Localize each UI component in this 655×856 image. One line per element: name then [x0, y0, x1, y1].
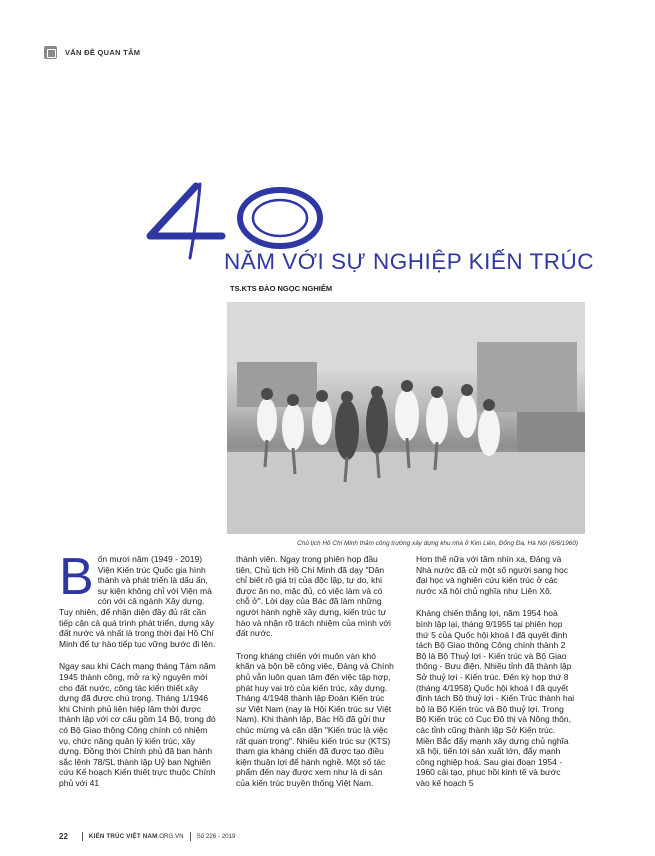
author-byline: TS.KTS ĐÀO NGỌC NGHIÊM: [230, 284, 333, 293]
section-header: [44, 46, 140, 59]
photo-crowd-illustration: [227, 302, 585, 534]
body-column-2: [236, 554, 396, 800]
footer-domain: .ORG.VN: [157, 833, 184, 840]
section-label: VẤN ĐỀ QUAN TÂM: [65, 48, 141, 57]
footer-divider: [190, 832, 191, 841]
magazine-icon: [44, 46, 57, 59]
historic-photo: [227, 302, 585, 534]
body-column-1: [59, 548, 219, 800]
paragraph: Trong kháng chiến với muôn vàn khó khăn và bộn bề công việc, Đảng và Chính phủ vẫn luôn quan tâm đến việc tập hợp, phát huy vai trò của kiến trúc, xây dựng. Tháng 4/1948 thành lập Đoàn Kiến trúc sư Việt Nam (nay là Hội Kiến trúc sư Việt Nam). Khi thành lập, Bác Hồ đã gửi thư chúc mừng và căn dặn "Kiến trúc là việc rất quan trọng". Nhiều kiến trúc sư (KTS) tham gia kháng chiến đã được tạo điều kiện thuận lợi để hành nghề. Một số tác phẩm đến nay được xem như là di sản của kiến trúc truyền thống Việt Nam.: [236, 650, 394, 788]
paragraph-text: ốn mươi năm (1949 - 2019) Viện Kiến trúc Quốc gia hình thành và phát triển là dấu ấn, sự kiện không chỉ với Viện mà còn với cả ngành Xây dựng. Tuy nhiên, để nhận diện đầy đủ rất cần tiếp cận cả quá trình phát triển, dựng xây đất nước và nhất là trong thời đại Hồ Chí Minh để tự hào tiếp tục vững bước đi lên.: [59, 554, 216, 649]
footer-brand: KIẾN TRÚC VIỆT NAM: [88, 833, 158, 840]
photo-caption: Chủ tịch Hồ Chí Minh thăm công trường xây dựng khu nhà ở Kim Liên, Đống Đa, Hà Nội (6/6/1960): [297, 540, 578, 547]
paragraph: Ngay sau khi Cách mạng tháng Tám năm 1945 thành công, mở ra kỷ nguyên mới cho đất nước, công tác kiến thiết xây dựng đã được chú trọng. Tháng 1/1946 khi Chính phủ liên hiệp lâm thời được thành lập với cơ cấu gồm 14 Bộ, trong đó có Bộ Giao thông Công chính có nhiệm vụ, chức năng quản lý kiến trúc, xây dựng. Đồng thời Chính phủ đã ban hành sắc lệnh 78/SL thành lập Uỷ ban Nghiên cứu Kế hoạch Kiến thiết trực thuộc Chính phủ với 41: [59, 661, 216, 788]
footer-issue: Số 226 - 2019: [196, 833, 236, 840]
footer-divider: [82, 832, 83, 841]
body-column-3: [416, 554, 576, 800]
paragraph: [59, 548, 219, 649]
paragraph: Kháng chiến thắng lợi, năm 1954 hoà bình lập lại, tháng 9/1955 tại phiên họp thứ 5 của Quốc hội khoá I đã quyết định tách Bộ Giao thông Công chính thành 2 Bộ là Bộ Thuỷ lợi - Kiến trúc và Bộ Giao thông - Bưu điện. Nhiều tỉnh đã thành lập Sở thuỷ lợi - Kiến trúc. Đến kỳ họp thứ 8 (tháng 4/1958) Quốc hội khoá I đã quyết định tách Bộ thuỷ lợi - Kiến Trúc thành hai bộ là Bộ Kiến trúc và Bộ thuỷ lợi. Trong Bộ Kiến trúc có Cục Đô thị và Nông thôn, các tỉnh cũng thành lập Sở Kiến trúc. Miền Bắc đẩy mạnh xây dựng chủ nghĩa xã hội, tiến tới sản xuất lớn, đẩy mạnh công nghiệp hoá. Sau giai đoạn 1954 - 1960 cải tạo, phục hồi kinh tế và bước vào kế hoạch 5: [416, 608, 575, 788]
page-footer: [59, 832, 236, 841]
page-number: 22: [59, 832, 68, 841]
drop-cap: B: [59, 548, 94, 606]
paragraph: thành viên. Ngay trong phiên họp đầu tiên, Chủ tịch Hồ Chí Minh đã dạy "Dân chỉ biết rõ giá trị của độc lập, tự do, khi được ăn no, mặc đủ, có việc làm và có chỗ ở". Lời dạy của Bác đã làm những người hành nghề xây dựng, kiến trúc tự hào và nhận rõ trách nhiệm của mình với đất nước.: [236, 554, 391, 639]
paragraph: Hơn thế nữa với tầm nhìn xa, Đảng và Nhà nước đã cử một số người sang học đại học và nghiên cứu kiến trúc ở các nước xã hội chủ nghĩa như Liên Xô.: [416, 554, 569, 596]
title-number-40: [138, 180, 338, 260]
article-title: NĂM VỚI SỰ NGHIỆP KIẾN TRÚC: [224, 249, 594, 274]
